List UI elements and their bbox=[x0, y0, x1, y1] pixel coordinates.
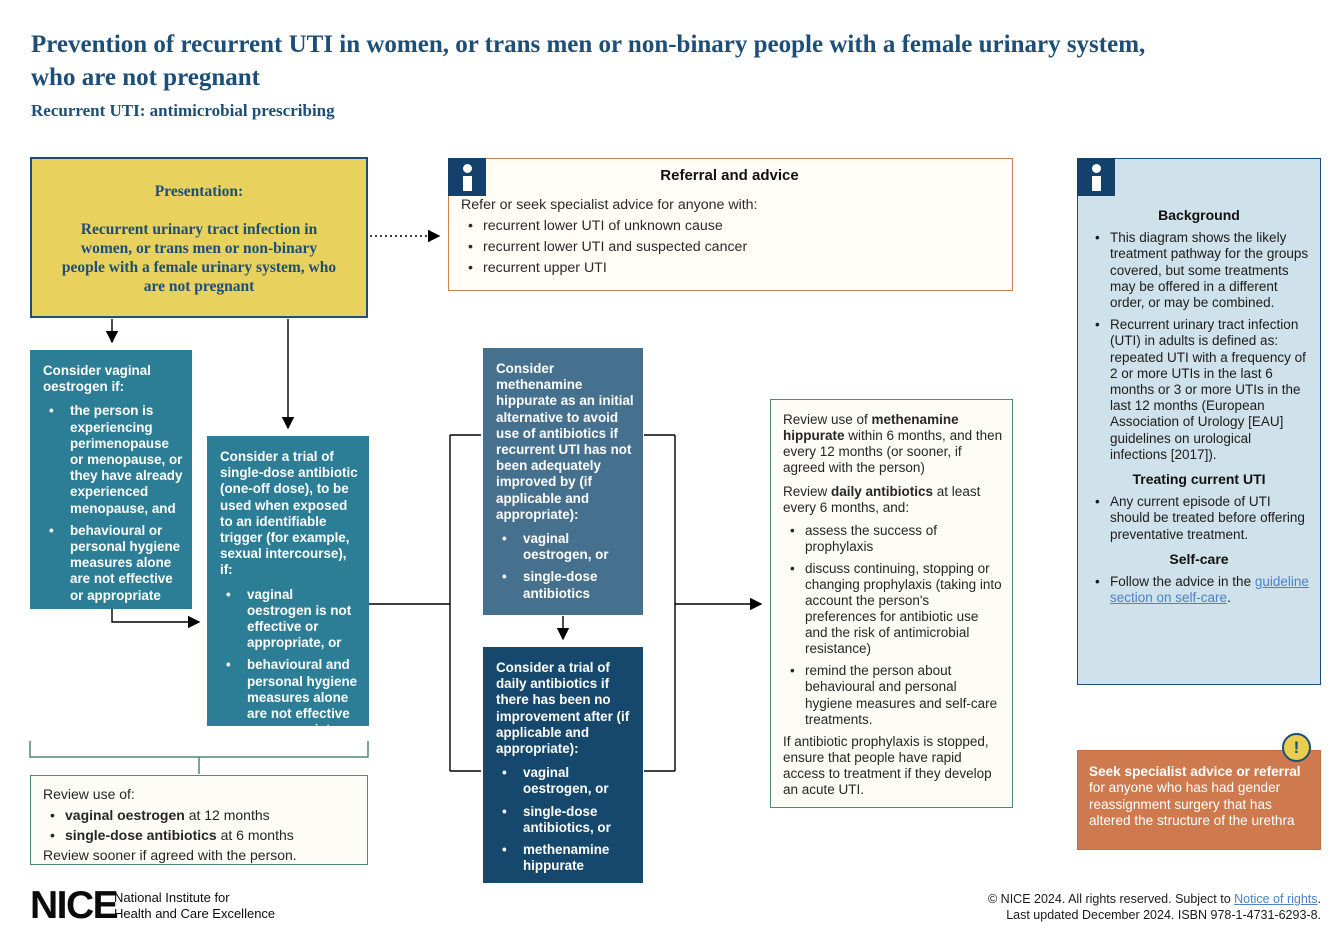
review-bullet bbox=[783, 663, 1004, 727]
bullet-marker: • bbox=[1095, 230, 1100, 246]
bullet-marker: • bbox=[790, 522, 795, 538]
single-dose-antibiotic-box bbox=[207, 436, 369, 738]
referral-advice-box bbox=[448, 158, 1013, 291]
bullet-text: recurrent lower UTI and suspected cancer bbox=[483, 239, 748, 255]
bullet-text: methenamine hippurate bbox=[523, 842, 610, 874]
self-care-title: Self-care bbox=[1169, 550, 1229, 567]
bullet-text: vaginal oestrogen, or bbox=[523, 531, 609, 563]
review-schedule-bullet bbox=[43, 807, 357, 824]
bullet-text: Recurrent urinary tract infection (UTI) in adults is defined as: repeated UTI with a frequency of 2 or more UTIs in the last 6 months or 3 or more UTIs in the last 12 months (European Association of Urology [EAU] guidelines on urological infections [2017]). bbox=[1110, 317, 1306, 462]
bullet-marker: • bbox=[49, 403, 54, 419]
page-subtitle: Recurrent UTI: antimicrobial prescribing bbox=[31, 101, 335, 120]
bullet-text: Any current episode of UTI should be treated before offering preventative treatment. bbox=[1110, 494, 1305, 542]
referral-advice-title: Referral and advice bbox=[660, 167, 799, 184]
bullet-marker: • bbox=[468, 260, 473, 276]
bullet-text: vaginal oestrogen is not effective or appropriate, or bbox=[247, 586, 352, 651]
bullet-text: behavioural or personal hygiene measures alone are not effective or appropriate bbox=[70, 522, 181, 603]
bullet-marker: • bbox=[49, 522, 54, 538]
bullet-text: assess the success of prophylaxis bbox=[805, 522, 938, 554]
referral-bullet bbox=[461, 218, 998, 235]
bullet-text: the person is experiencing perimenopause or menopause, or they have already experienced menopause, and bbox=[70, 403, 183, 516]
box-bullet bbox=[496, 765, 635, 797]
box-bullet bbox=[496, 531, 635, 563]
nice-caption-line2: Health and Care Excellence bbox=[114, 906, 276, 921]
warning-icon-glyph: ! bbox=[1293, 737, 1300, 757]
review-schedule-footer: Review sooner if agreed with the person. bbox=[43, 847, 297, 863]
bullet-text: single-dose antibiotics bbox=[523, 569, 598, 601]
bullet-text: vaginal oestrogen, or bbox=[523, 765, 609, 797]
presentation-body: Recurrent urinary tract infection in women, or trans men or non-binary people with a female urinary system, who are not pregnant bbox=[61, 221, 337, 295]
bullet-marker: • bbox=[502, 803, 507, 819]
bullet-text: recurrent lower UTI of unknown cause bbox=[483, 218, 723, 234]
info-icon-stem bbox=[463, 176, 472, 191]
bullet-marker: • bbox=[1095, 494, 1100, 510]
info-icon-stem bbox=[1092, 176, 1101, 191]
daily-antibiotics-box bbox=[483, 647, 643, 883]
bullet-text: This diagram shows the likely treatment pathway for the groups covered, but some treatments may be offered in a different order, or may be combined. bbox=[1110, 230, 1309, 311]
box-bullet bbox=[43, 403, 184, 516]
bullet-text: discuss continuing, stopping or changing prophylaxis (taking into account the person's preferences for antibiotic use and the risk of antimicrobial resistance) bbox=[805, 560, 1002, 657]
bullet-text: single-dose antibiotics at 6 months bbox=[65, 827, 294, 843]
bullet-marker: • bbox=[502, 531, 507, 547]
review-schedule-box bbox=[30, 775, 368, 865]
specialist-advice-text: Seek specialist advice or referral for anyone who has had gender reassignment surgery that has altered the structure of the urethra bbox=[1089, 764, 1301, 828]
info-icon bbox=[448, 158, 486, 196]
background-box bbox=[1077, 158, 1321, 685]
review-schedule-bullet bbox=[43, 827, 357, 844]
background-bullet bbox=[1088, 574, 1310, 606]
referral-bullet bbox=[461, 239, 998, 256]
review-para-methenamine: Review use of methenamine hippurate within 6 months, and then every 12 months (or sooner, if agreed with the person) bbox=[783, 412, 1003, 476]
presentation-box bbox=[30, 157, 368, 318]
nice-logo-caption bbox=[114, 890, 275, 922]
presentation-heading: Presentation: bbox=[154, 183, 244, 200]
last-updated-line: Last updated December 2024. ISBN 978-1-4731-6293-8. bbox=[1006, 907, 1321, 922]
review-monitoring-box bbox=[770, 399, 1013, 808]
bullet-marker: • bbox=[502, 842, 507, 858]
copyright-line bbox=[988, 892, 1321, 908]
referral-intro: Refer or seek specialist advice for anyone with: bbox=[461, 197, 758, 213]
box-bullet bbox=[220, 587, 361, 652]
box-bullet bbox=[496, 804, 635, 836]
review-bullet bbox=[783, 561, 1004, 658]
bullet-text: single-dose antibiotics, or bbox=[523, 803, 611, 835]
box-intro: Consider methenamine hippurate as an initial alternative to avoid use of antibiotics if recurrent UTI has not been adequately improved by (if applicable and appropriate): bbox=[496, 361, 634, 522]
box-intro: Consider a trial of daily antibiotics if there has been no improvement after (if applicable and appropriate): bbox=[496, 660, 630, 757]
review-schedule-intro: Review use of: bbox=[43, 786, 135, 802]
page-title: Prevention of recurrent UTI in women, or trans men or non-binary people with a female urinary system, who are not pregnant bbox=[31, 31, 1146, 91]
footer-copyright bbox=[988, 892, 1321, 923]
background-bullet bbox=[1088, 494, 1310, 543]
review-para-daily: Review daily antibiotics at least every 6 months, and: bbox=[783, 484, 981, 516]
bracket-review-schedule bbox=[30, 741, 368, 757]
box-bullet bbox=[496, 842, 635, 874]
self-care-text: Follow the advice in the bbox=[1110, 574, 1255, 590]
info-icon-dot bbox=[463, 164, 472, 173]
bullet-marker: • bbox=[226, 586, 231, 602]
review-bullet bbox=[783, 523, 1004, 555]
info-icon-glyph bbox=[1092, 164, 1101, 191]
bullet-marker: • bbox=[502, 765, 507, 781]
bullet-marker: • bbox=[1095, 317, 1100, 333]
review-footer-note: If antibiotic prophylaxis is stopped, ensure that people have rapid access to treatment if they develop an acute UTI. bbox=[783, 733, 992, 797]
bullet-text bbox=[1110, 574, 1310, 606]
info-icon bbox=[1077, 158, 1115, 196]
nice-caption-line1: National Institute for bbox=[114, 890, 230, 905]
bullet-marker: • bbox=[468, 239, 473, 255]
box-bullet bbox=[43, 523, 184, 604]
nice-logo: NICE bbox=[30, 884, 118, 927]
box-intro: Consider vaginal oestrogen if: bbox=[43, 363, 151, 395]
notice-of-rights-link[interactable]: Notice of rights bbox=[1234, 892, 1318, 906]
bullet-text: behavioural and personal hygiene measures alone are not effective or appropriate bbox=[247, 657, 358, 738]
bullet-text: vaginal oestrogen at 12 months bbox=[65, 807, 270, 823]
box-bullet bbox=[496, 569, 635, 601]
bullet-marker: • bbox=[790, 663, 795, 679]
treating-current-uti-title: Treating current UTI bbox=[1132, 471, 1266, 488]
bullet-text: remind the person about behavioural and personal hygiene measures and self-care treatments. bbox=[805, 663, 998, 727]
info-icon-glyph bbox=[463, 164, 472, 191]
methenamine-hippurate-box bbox=[483, 348, 643, 615]
bullet-marker: • bbox=[502, 569, 507, 585]
background-bullet bbox=[1088, 230, 1310, 311]
referral-bullet bbox=[461, 260, 998, 277]
bullet-marker: • bbox=[226, 657, 231, 673]
copyright-text: © NICE 2024. All rights reserved. Subject to bbox=[988, 892, 1235, 906]
background-title: Background bbox=[1158, 207, 1240, 223]
box-bullet bbox=[220, 657, 361, 738]
bullet-text: recurrent upper UTI bbox=[483, 260, 607, 276]
bullet-marker: • bbox=[50, 827, 55, 843]
warning-icon bbox=[1282, 733, 1311, 762]
background-bullet bbox=[1088, 317, 1310, 463]
bullet-marker: • bbox=[50, 807, 55, 823]
self-care-guideline-link[interactable]: guideline section on self-care bbox=[1110, 574, 1309, 606]
info-icon-dot bbox=[1092, 164, 1101, 173]
box-intro: Consider a trial of single-dose antibiotic (one-off dose), to be used when exposed to an identifiable trigger (for example, sexual intercourse), if: bbox=[220, 449, 358, 578]
vaginal-oestrogen-box bbox=[30, 350, 192, 609]
bullet-marker: • bbox=[1095, 574, 1100, 590]
bullet-marker: • bbox=[790, 560, 795, 576]
bullet-marker: • bbox=[468, 218, 473, 234]
specialist-advice-box bbox=[1077, 750, 1321, 850]
self-care-text-suffix: . bbox=[1227, 590, 1231, 606]
connector-oestrogen-to-singledose bbox=[112, 609, 199, 622]
copyright-suffix: . bbox=[1317, 892, 1321, 906]
